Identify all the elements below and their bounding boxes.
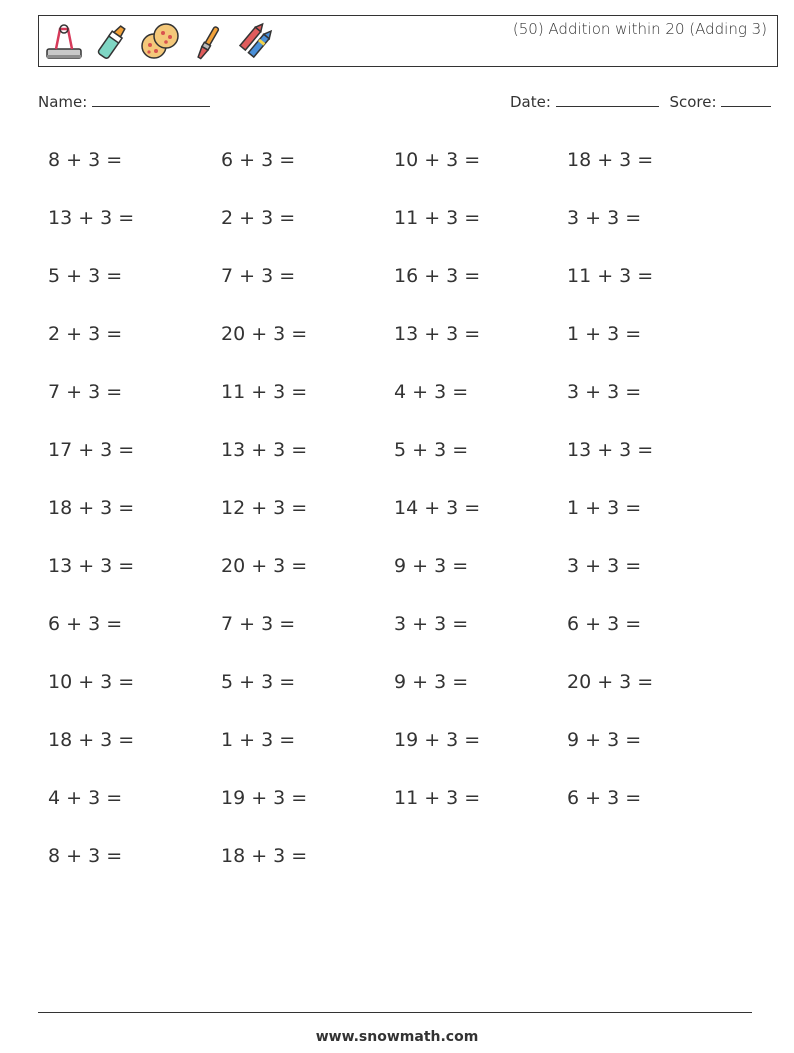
addition-problem: 18 + 3 = (48, 729, 135, 751)
addition-problem: 6 + 3 = (567, 613, 642, 635)
addition-problem: 1 + 3 = (567, 323, 642, 345)
addition-problem: 11 + 3 = (394, 207, 481, 229)
worksheet-title: (50) Addition within 20 (Adding 3) (512, 20, 767, 38)
addition-problem: 3 + 3 = (567, 207, 642, 229)
addition-problem: 2 + 3 = (221, 207, 296, 229)
addition-problem: 5 + 3 = (48, 265, 123, 287)
worksheet-header (38, 15, 778, 67)
addition-problem: 9 + 3 = (394, 671, 469, 693)
name-field[interactable] (38, 92, 210, 111)
addition-problem: 20 + 3 = (567, 671, 654, 693)
addition-problem: 3 + 3 = (567, 555, 642, 577)
name-label: Name: (38, 93, 88, 111)
addition-problem: 10 + 3 = (394, 149, 481, 171)
addition-problem: 1 + 3 = (567, 497, 642, 519)
cookies-icon (139, 21, 181, 63)
binder-clip-icon (43, 21, 85, 63)
date-blank[interactable] (556, 92, 659, 107)
addition-problem: 6 + 3 = (221, 149, 296, 171)
crayons-icon (235, 21, 277, 63)
highlighter-icon (91, 21, 133, 63)
paintbrush-icon (187, 21, 229, 63)
addition-problem: 2 + 3 = (48, 323, 123, 345)
addition-problem: 20 + 3 = (221, 323, 308, 345)
addition-problem: 18 + 3 = (567, 149, 654, 171)
addition-problem: 19 + 3 = (394, 729, 481, 751)
addition-problem: 13 + 3 = (48, 555, 135, 577)
date-score-fields (510, 92, 771, 111)
addition-problem: 3 + 3 = (567, 381, 642, 403)
addition-problem: 4 + 3 = (394, 381, 469, 403)
addition-problem: 20 + 3 = (221, 555, 308, 577)
addition-problem: 11 + 3 = (567, 265, 654, 287)
addition-problem: 6 + 3 = (48, 613, 123, 635)
addition-problem: 8 + 3 = (48, 845, 123, 867)
date-label: Date: (510, 93, 551, 111)
addition-problem: 6 + 3 = (567, 787, 642, 809)
addition-problem: 13 + 3 = (567, 439, 654, 461)
name-blank[interactable] (92, 92, 210, 107)
footer-url: www.snowmath.com (315, 1029, 479, 1045)
addition-problem: 18 + 3 = (221, 845, 308, 867)
addition-problem: 16 + 3 = (394, 265, 481, 287)
addition-problem: 17 + 3 = (48, 439, 135, 461)
addition-problem: 4 + 3 = (48, 787, 123, 809)
problem-grid (48, 145, 740, 899)
score-label: Score: (669, 93, 717, 111)
addition-problem: 13 + 3 = (48, 207, 135, 229)
addition-problem: 14 + 3 = (394, 497, 481, 519)
addition-problem: 3 + 3 = (394, 613, 469, 635)
score-blank[interactable] (721, 92, 771, 107)
addition-problem: 7 + 3 = (221, 265, 296, 287)
addition-problem: 7 + 3 = (221, 613, 296, 635)
addition-problem: 5 + 3 = (221, 671, 296, 693)
addition-problem: 19 + 3 = (221, 787, 308, 809)
addition-problem: 11 + 3 = (221, 381, 308, 403)
addition-problem: 9 + 3 = (394, 555, 469, 577)
footer-divider (38, 1012, 752, 1013)
addition-problem: 5 + 3 = (394, 439, 469, 461)
header-icons (43, 20, 277, 64)
addition-problem: 11 + 3 = (394, 787, 481, 809)
addition-problem: 1 + 3 = (221, 729, 296, 751)
addition-problem: 18 + 3 = (48, 497, 135, 519)
addition-problem: 12 + 3 = (221, 497, 308, 519)
addition-problem: 10 + 3 = (48, 671, 135, 693)
addition-problem: 7 + 3 = (48, 381, 123, 403)
addition-problem: 13 + 3 = (221, 439, 308, 461)
addition-problem: 13 + 3 = (394, 323, 481, 345)
addition-problem: 8 + 3 = (48, 149, 123, 171)
addition-problem: 9 + 3 = (567, 729, 642, 751)
